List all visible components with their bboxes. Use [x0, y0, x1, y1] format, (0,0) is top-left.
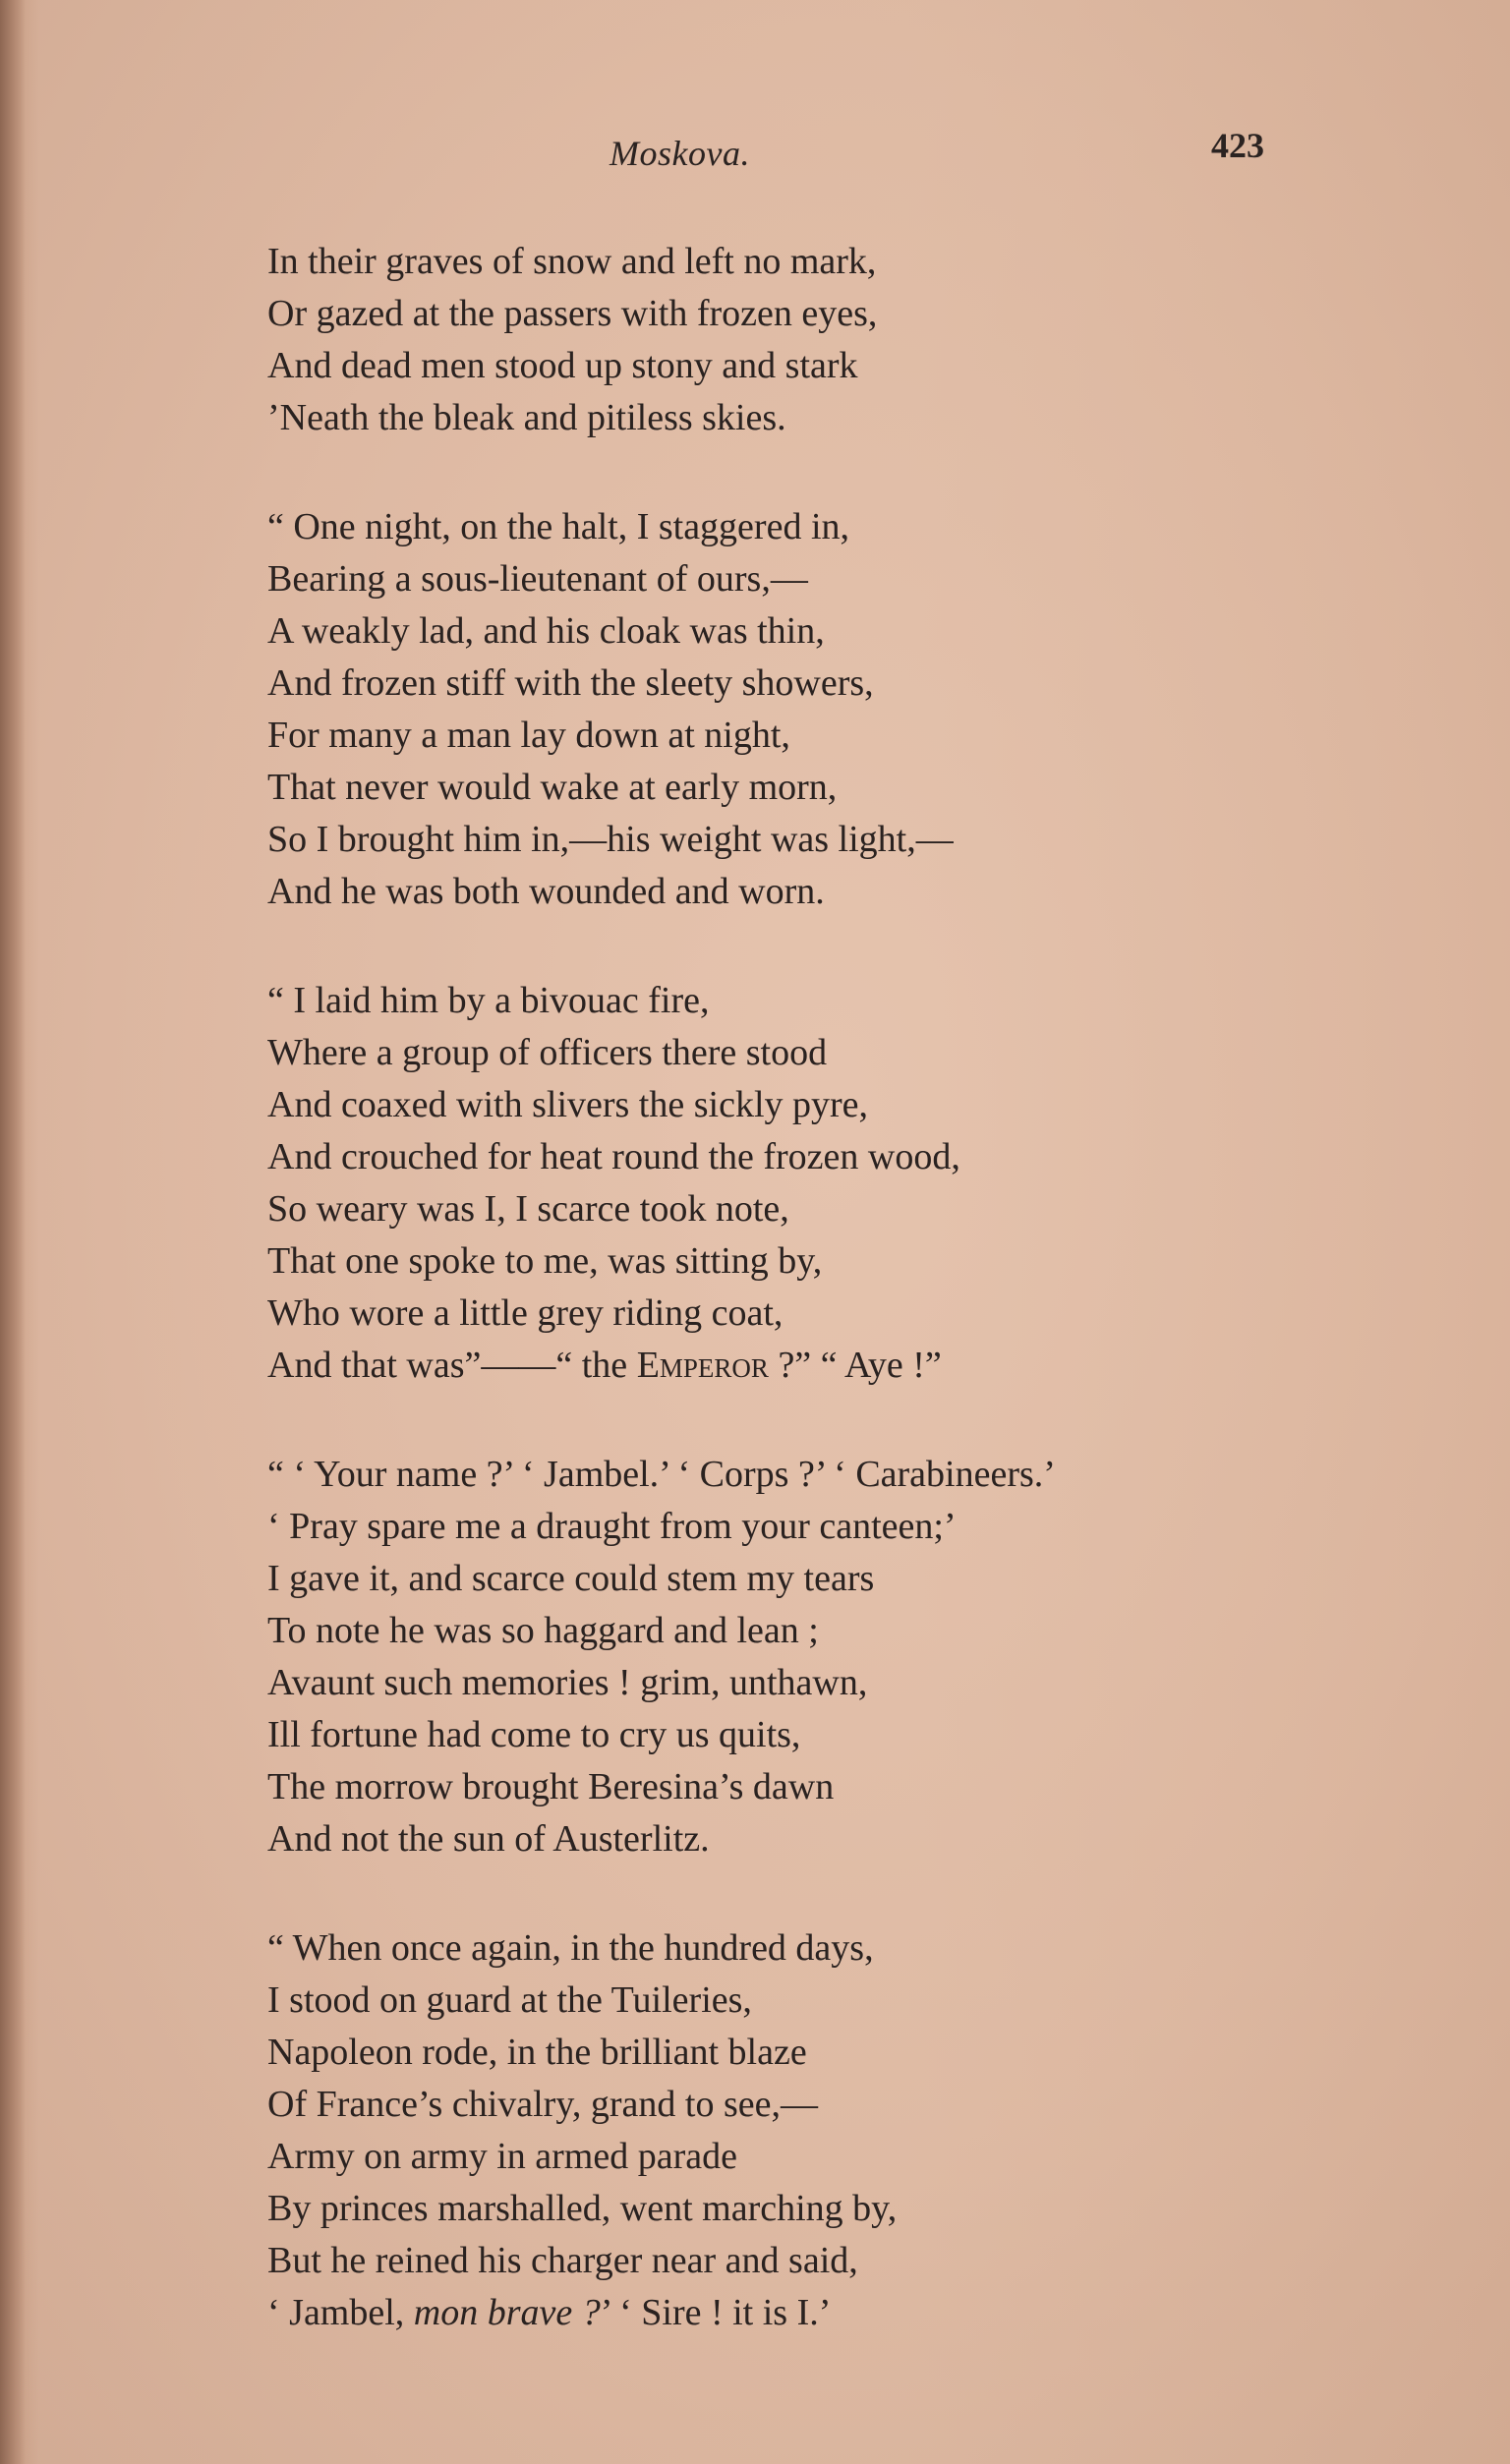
stanza — [267, 236, 1250, 444]
poem-line: I stood on guard at the Tuileries, — [267, 1979, 752, 2021]
stanza — [267, 975, 1250, 1392]
emperor-small-caps: Emperor — [636, 1345, 769, 1386]
poem-line: Avaunt such memories ! grim, unthawn, — [267, 1662, 868, 1703]
poem-line: But he reined his charger near and said, — [267, 2240, 858, 2281]
binding-shadow — [0, 0, 26, 2464]
poem-line: “ I laid him by a bivouac fire, — [267, 980, 710, 1021]
poem-line: I gave it, and scarce could stem my tears — [267, 1558, 875, 1599]
poem-line: ’Neath the bleak and pitiless skies. — [267, 397, 786, 438]
poem-line: The morrow brought Beresina’s dawn — [267, 1766, 835, 1807]
poem-line: Of France’s chivalry, grand to see,— — [267, 2084, 818, 2125]
poem-line: For many a man lay down at night, — [267, 715, 790, 756]
poem-line: And coaxed with slivers the sickly pyre, — [267, 1084, 869, 1125]
poem-line: And crouched for heat round the frozen wood, — [267, 1136, 960, 1177]
poem-line: That never would wake at early morn, — [267, 767, 838, 808]
poem-line: And not the sun of Austerlitz. — [267, 1818, 710, 1860]
page-number: 423 — [1211, 126, 1264, 165]
poem-text — [267, 236, 1250, 2396]
poem-line: “ When once again, in the hundred days, — [267, 1927, 874, 1969]
poem-line: Or gazed at the passers with frozen eyes, — [267, 293, 878, 334]
poem-line: That one spoke to me, was sitting by, — [267, 1240, 823, 1282]
line-text: And that was”——“ the — [267, 1345, 637, 1386]
poem-line — [267, 2287, 1250, 2339]
poem-line: In their graves of snow and left no mark, — [267, 241, 877, 282]
poem-line: So weary was I, I scarce took note, — [267, 1188, 789, 1230]
stanza — [267, 501, 1250, 918]
poem-line: Ill fortune had come to cry us quits, — [267, 1714, 801, 1755]
poem-line: Bearing a sous-lieutenant of ours,— — [267, 558, 808, 600]
poem-line: And he was both wounded and worn. — [267, 871, 825, 912]
line-text: ‘ Jambel, — [267, 2292, 414, 2333]
running-title: Moskova. — [610, 134, 750, 173]
poem-line: Who wore a little grey riding coat, — [267, 1292, 784, 1334]
poem-line: And frozen stiff with the sleety showers, — [267, 662, 874, 704]
line-text: ?” “ Aye !” — [768, 1345, 942, 1386]
poem-line: Where a group of officers there stood — [267, 1032, 828, 1073]
poem-line: So I brought him in,—his weight was light,— — [267, 819, 954, 860]
stanza — [267, 1922, 1250, 2339]
running-head — [0, 126, 1510, 192]
stanza — [267, 1449, 1250, 1865]
poem-line: Army on army in armed parade — [267, 2136, 737, 2177]
line-text: ’ ‘ Sire ! it is I.’ — [600, 2292, 832, 2333]
poem-line — [267, 1340, 1250, 1392]
poem-line: To note he was so haggard and lean ; — [267, 1610, 819, 1651]
poem-line: Napoleon rode, in the brilliant blaze — [267, 2032, 807, 2073]
poem-line: ‘ Pray spare me a draught from your canteen;’ — [267, 1506, 957, 1547]
poem-line: A weakly lad, and his cloak was thin, — [267, 610, 825, 652]
italic-phrase: mon brave ? — [413, 2292, 601, 2333]
poem-line: “ One night, on the halt, I staggered in, — [267, 506, 850, 547]
poem-line: By princes marshalled, went marching by, — [267, 2188, 898, 2229]
poem-line: And dead men stood up stony and stark — [267, 345, 858, 386]
poem-line: “ ‘ Your name ?’ ‘ Jambel.’ ‘ Corps ?’ ‘ Carabineers.’ — [267, 1454, 1056, 1495]
